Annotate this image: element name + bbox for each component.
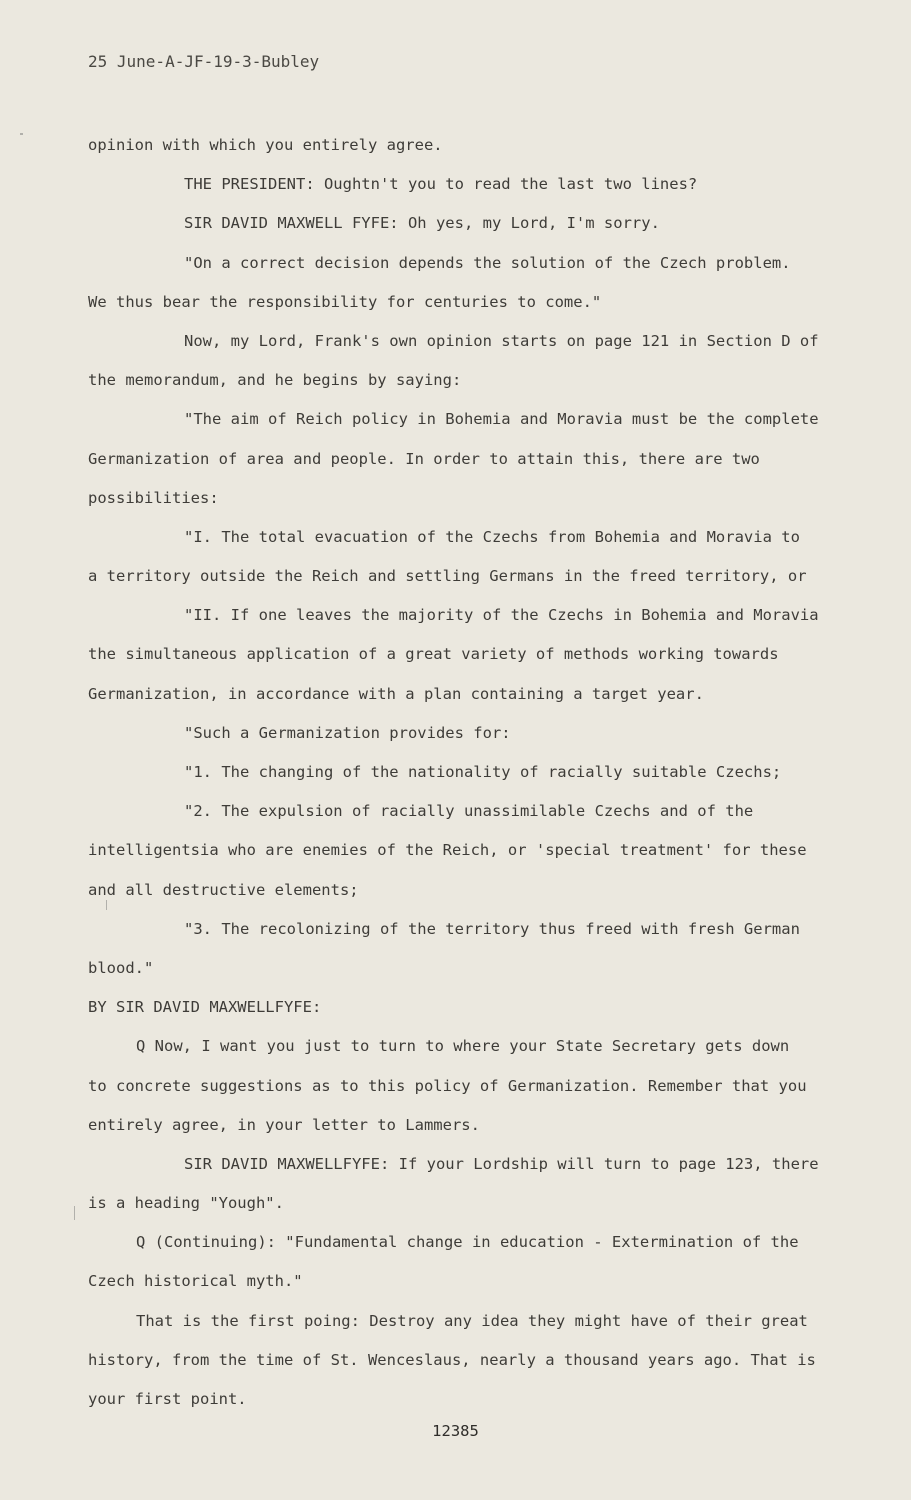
text-line: Q Now, I want you just to turn to where your State Secretary gets down bbox=[136, 1037, 790, 1056]
page-number: 12385 bbox=[432, 1422, 479, 1440]
text-line: "II. If one leaves the majority of the Czechs in Bohemia and Moravia bbox=[184, 606, 819, 625]
margin-mark bbox=[106, 900, 107, 910]
text-line: "2. The expulsion of racially unassimilable Czechs and of the bbox=[184, 802, 754, 821]
margin-mark bbox=[74, 1206, 75, 1220]
text-line: Now, my Lord, Frank's own opinion starts on page 121 in Section D of bbox=[184, 331, 819, 350]
text-line: a territory outside the Reich and settling Germans in the freed territory, or bbox=[88, 567, 807, 586]
text-line: SIR DAVID MAXWELLFYFE: If your Lordship will turn to page 123, there bbox=[184, 1154, 819, 1173]
page-header: 25 June-A-JF-19-3-Bubley bbox=[88, 52, 320, 71]
text-line: entirely agree, in your letter to Lammers. bbox=[88, 1115, 480, 1134]
text-line: Germanization of area and people. In order to attain this, there are two bbox=[88, 449, 760, 468]
text-line: "I. The total evacuation of the Czechs from Bohemia and Moravia to bbox=[184, 527, 800, 546]
text-line: is a heading "Yough". bbox=[88, 1194, 284, 1213]
text-line: "On a correct decision depends the solution of the Czech problem. bbox=[184, 253, 791, 272]
text-line: BY SIR DAVID MAXWELLFYFE: bbox=[88, 998, 322, 1017]
text-line: intelligentsia who are enemies of the Reich, or 'special treatment' for these bbox=[88, 841, 807, 860]
text-line: history, from the time of St. Wenceslaus, nearly a thousand years ago. That is bbox=[88, 1350, 816, 1369]
text-line: Czech historical myth." bbox=[88, 1272, 303, 1291]
text-line: possibilities: bbox=[88, 488, 219, 507]
text-line: "The aim of Reich policy in Bohemia and Moravia must be the complete bbox=[184, 410, 819, 429]
margin-mark bbox=[20, 133, 23, 135]
text-line: opinion with which you entirely agree. bbox=[88, 136, 443, 154]
text-line: Q (Continuing): "Fundamental change in education - Extermination of the bbox=[136, 1233, 799, 1252]
text-line: "1. The changing of the nationality of racially suitable Czechs; bbox=[184, 763, 782, 781]
text-line: Germanization, in accordance with a plan containing a target year. bbox=[88, 684, 704, 703]
text-line: SIR DAVID MAXWELL FYFE: Oh yes, my Lord, I'm sorry. bbox=[184, 214, 660, 233]
body-text bbox=[88, 126, 848, 1419]
text-line: and all destructive elements; bbox=[88, 880, 359, 899]
text-line: your first point. bbox=[88, 1390, 247, 1408]
text-line: the memorandum, and he begins by saying: bbox=[88, 371, 462, 390]
text-line: the simultaneous application of a great variety of methods working towards bbox=[88, 645, 779, 664]
text-line: THE PRESIDENT: Oughtn't you to read the last two lines? bbox=[184, 175, 698, 194]
text-line: That is the first poing: Destroy any idea they might have of their great bbox=[136, 1311, 808, 1330]
text-line: "3. The recolonizing of the territory thus freed with fresh German bbox=[184, 919, 800, 938]
text-line: "Such a Germanization provides for: bbox=[184, 723, 511, 742]
text-line: We thus bear the responsibility for centuries to come." bbox=[88, 292, 602, 311]
text-line: blood." bbox=[88, 958, 154, 977]
text-line: to concrete suggestions as to this policy of Germanization. Remember that you bbox=[88, 1076, 807, 1095]
